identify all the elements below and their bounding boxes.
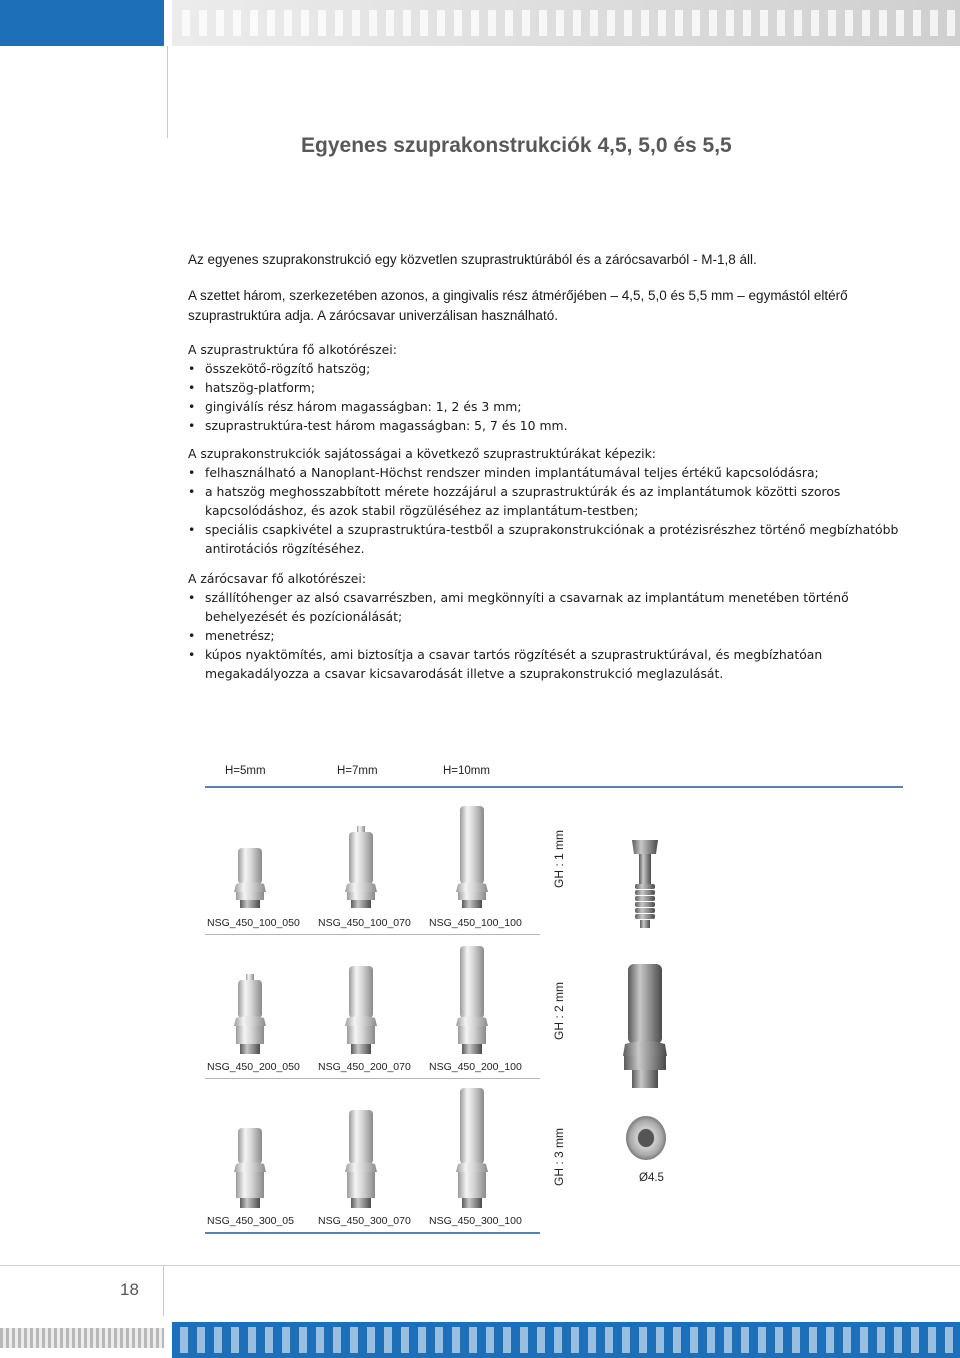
footer-stripe-band [0, 1328, 164, 1348]
product-code: NSG_450_100_070 [318, 917, 411, 929]
figure-top-rule [205, 786, 903, 788]
header-blue-block [0, 0, 164, 46]
abutment-illustration [232, 840, 268, 910]
height-label-10mm: H=10mm [443, 765, 490, 777]
abutment-illustration [343, 1110, 379, 1210]
list-item: • összekötő-rögzítő hatszög; [188, 359, 908, 378]
row-rule [205, 934, 540, 935]
footer-divider [163, 1266, 164, 1316]
bullet-list [188, 588, 908, 683]
abutment-illustration [454, 946, 490, 1056]
abutment-illustration [343, 826, 379, 910]
gingival-height-label: GH : 3 mm [552, 1127, 566, 1186]
height-label-7mm: H=7mm [337, 765, 378, 777]
product-code: NSG_450_300_05 [207, 1215, 294, 1227]
product-code: NSG_450_100_100 [429, 917, 522, 929]
intro-line-3: szuprastruktúra adja. A zárócsavar univerzálisan használható. [188, 308, 558, 323]
section-abutment-components [188, 340, 908, 435]
row-rule [205, 1078, 540, 1079]
section-heading: A zárócsavar fő alkotórészei: [188, 571, 367, 586]
figure-bottom-rule [205, 1232, 540, 1234]
gingival-height-label: GH : 2 mm [552, 981, 566, 1040]
diameter-label: Ø4.5 [639, 1172, 664, 1184]
gingival-height-label: GH : 1 mm [552, 829, 566, 888]
section-screw-components [188, 569, 908, 683]
section-heading: A szuprastruktúra fő alkotórészei: [188, 342, 397, 357]
abutment-top-view-illustration [624, 1108, 668, 1164]
product-code: NSG_450_200_100 [429, 1061, 522, 1073]
abutment-illustration [454, 1088, 490, 1210]
product-code: NSG_450_100_050 [207, 917, 300, 929]
bullet-list [188, 463, 908, 558]
product-code: NSG_450_200_050 [207, 1061, 300, 1073]
abutment-illustration [343, 966, 379, 1056]
footer-rule [0, 1265, 960, 1266]
page-number: 18 [120, 1280, 139, 1299]
list-item: • menetrész; [188, 626, 908, 645]
list-item: • szuprastruktúra-test három magasságban: 5, 7 és 10 mm. [188, 416, 908, 435]
intro-line-2: A szettet három, szerkezetében azonos, a gingivalis rész átmérőjében – 4,5, 5,0 és 5,5 mm – egymástól eltérő [188, 288, 848, 303]
page-title: Egyenes szuprakonstrukciók 4,5, 5,0 és 5,5 [301, 134, 732, 157]
list-item: • hatszög-platform; [188, 378, 908, 397]
bullet-list [188, 359, 908, 435]
product-code: NSG_450_300_070 [318, 1215, 411, 1227]
section-heading: A szuprakonstrukciók sajátosságai a következő szuprastruktúrákat képezik: [188, 446, 656, 461]
closing-screw-illustration [628, 838, 662, 930]
list-item: • kúpos nyaktömítés, ami biztosítja a csavar tartós rögzítését a szuprastruktúrával, és megbízhatóan megakadályozza a csavar kicsavarodását illetve a szuprakonstrukció meglazulását. [188, 645, 908, 683]
header-divider [167, 46, 168, 138]
list-item: • felhasználható a Nanoplant-Höchst rendszer minden implantátumával teljes értékű kapcsolódásra; [188, 463, 908, 482]
abutment-illustration [454, 806, 490, 910]
product-code: NSG_450_200_070 [318, 1061, 411, 1073]
product-code: NSG_450_300_100 [429, 1215, 522, 1227]
abutment-illustration [232, 1128, 268, 1210]
header-stripe-band [172, 0, 960, 46]
footer-blue-band [172, 1322, 960, 1358]
intro-line-1: Az egyenes szuprakonstrukció egy közvetlen szuprastruktúrából és a zárócsavarból - M-1,8 áll. [188, 252, 757, 267]
list-item: • gingiválís rész három magasságban: 1, 2 és 3 mm; [188, 397, 908, 416]
height-label-5mm: H=5mm [225, 765, 266, 777]
abutment-detail-illustration [620, 962, 670, 1092]
abutment-illustration [232, 974, 268, 1056]
list-item: • a hatszög meghosszabbított mérete hozzájárul a szuprastruktúrák és az implantátumok közötti szoros kapcsolódáshoz, és azok stabil rögzüléséhez az implantátum-testben; [188, 482, 908, 520]
section-features [188, 444, 908, 558]
list-item: • speciális csapkivétel a szuprastruktúra-testből a szuprakonstrukciónak a protézisrészhez történő megbízhatóbb antirotációs rögzítéséhez. [188, 520, 908, 558]
list-item: • szállítóhenger az alsó csavarrészben, ami megkönnyíti a csavarnak az implantátum menetében történő behelyezését és pozícionálását; [188, 588, 908, 626]
